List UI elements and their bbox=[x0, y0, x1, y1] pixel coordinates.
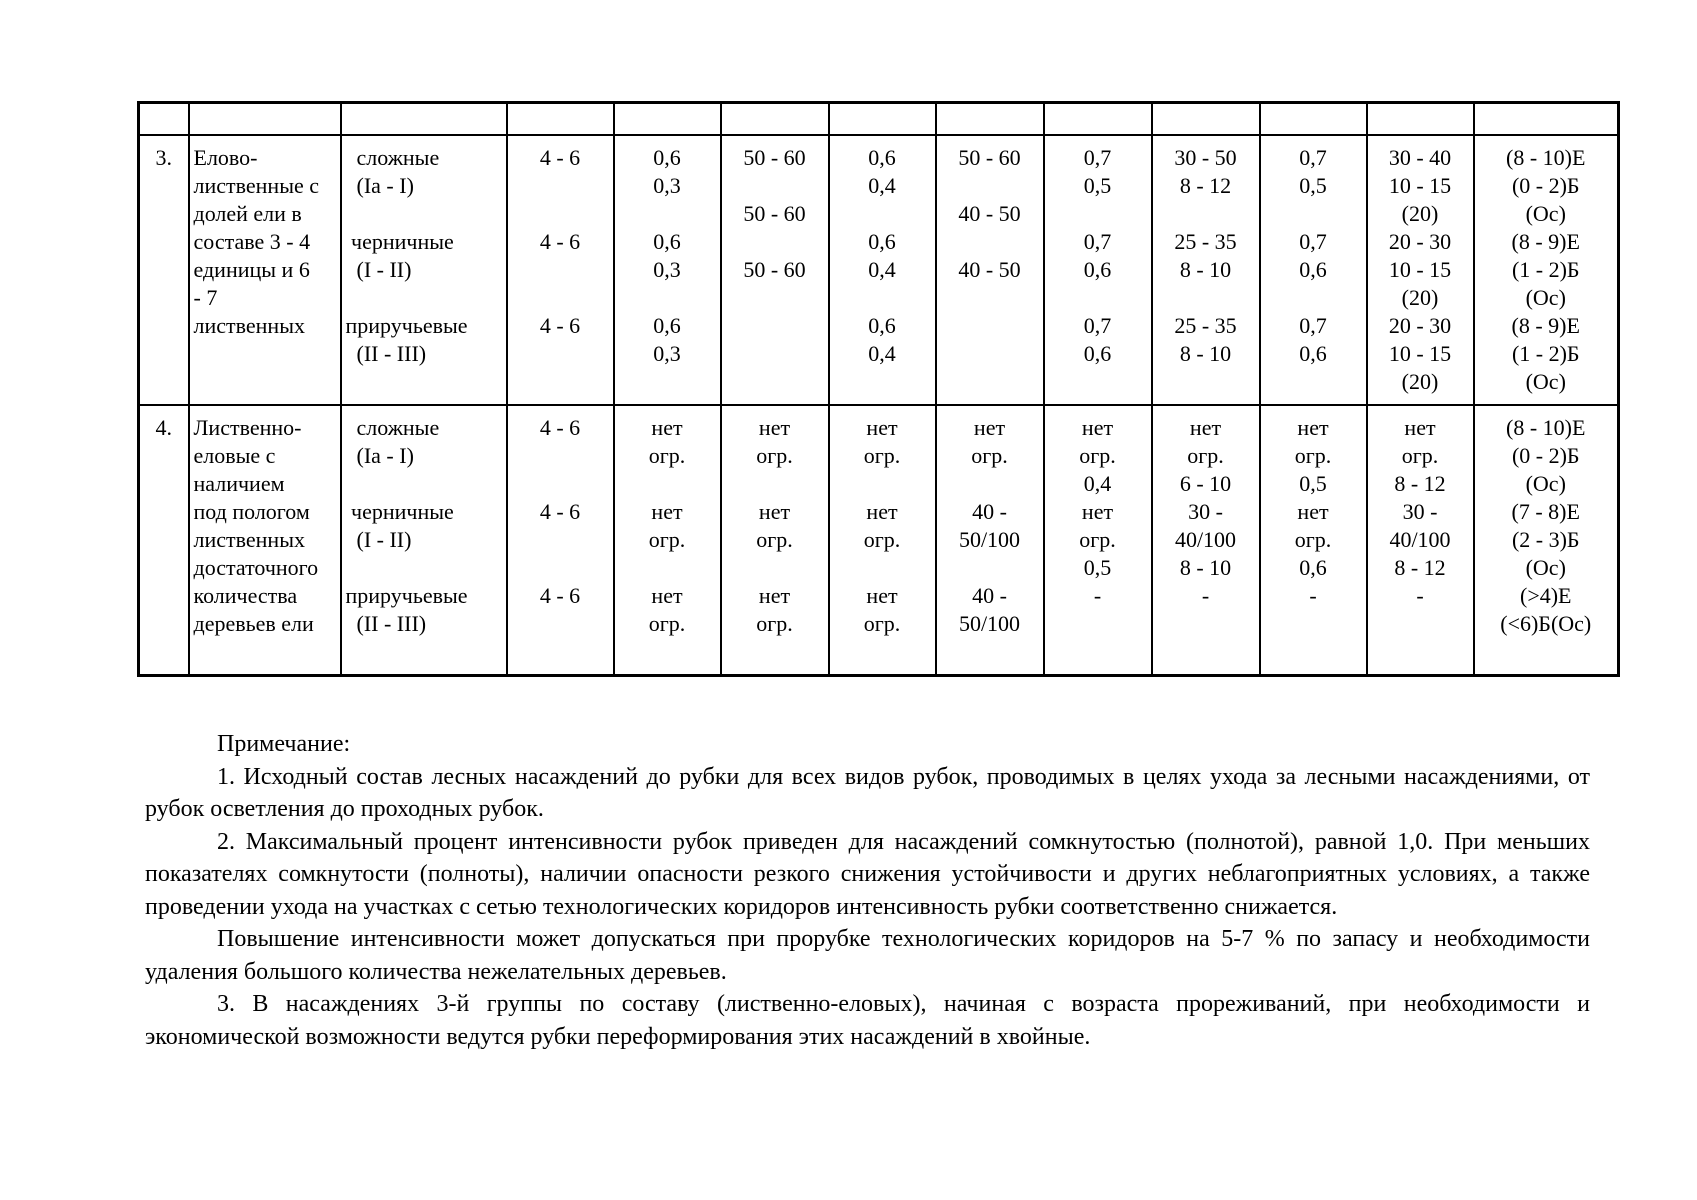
table-cell: 4 - 6 4 - 6 4 - 6 bbox=[507, 135, 614, 405]
table-cell: 0,7 0,5 0,7 0,6 0,7 0,6 bbox=[1044, 135, 1152, 405]
table-cell: 30 - 40 10 - 15 (20) 20 - 30 10 - 15 (20) 20 - 30 10 - 15 (20) bbox=[1367, 135, 1474, 405]
header-cell bbox=[1367, 103, 1474, 136]
table-cell: нет огр. нет огр. нет огр. bbox=[614, 405, 721, 675]
table-cell: (8 - 10)Е (0 - 2)Б (Ос) (7 - 8)Е (2 - 3)Б (Ос) (>4)Е (<6)Б(Ос) bbox=[1474, 405, 1619, 675]
notes-heading: Примечание: bbox=[217, 731, 351, 757]
table-cell: 4 - 6 4 - 6 4 - 6 bbox=[507, 405, 614, 675]
table-cell: 0,7 0,5 0,7 0,6 0,7 0,6 bbox=[1260, 135, 1367, 405]
table-cell: 50 - 60 50 - 60 50 - 60 bbox=[721, 135, 829, 405]
forest-type: сложные (Ia - I) черничные (I - II) приручьевые (II - III) bbox=[341, 405, 507, 675]
stand-description: Лиственно- еловые с наличием под пологом лиственных достаточного количества деревьев ели bbox=[189, 405, 341, 675]
table-cell: нет огр. нет огр. нет огр. bbox=[721, 405, 829, 675]
header-cell bbox=[507, 103, 614, 136]
table-cell: нет огр. 0,4 нет огр. 0,5 - bbox=[1044, 405, 1152, 675]
table-cell: 0,6 0,3 0,6 0,3 0,6 0,3 bbox=[614, 135, 721, 405]
forestry-table bbox=[137, 101, 1620, 677]
table-cell: нет огр. нет огр. нет огр. bbox=[829, 405, 936, 675]
header-cell bbox=[1260, 103, 1367, 136]
table-cell: нет огр. 6 - 10 30 - 40/100 8 - 10 - bbox=[1152, 405, 1260, 675]
table-cell: нет огр. 0,5 нет огр. 0,6 - bbox=[1260, 405, 1367, 675]
table-row bbox=[139, 405, 1619, 675]
header-cell bbox=[1152, 103, 1260, 136]
row-number: 4. bbox=[139, 405, 189, 675]
table-cell: нет огр. 40 - 50/100 40 - 50/100 bbox=[936, 405, 1044, 675]
forest-type: сложные (Ia - I) черничные (I - II) приручьевые (II - III) bbox=[341, 135, 507, 405]
stand-description: Елово- лиственные с долей ели в составе 3 - 4 единицы и 6 - 7 лиственных bbox=[189, 135, 341, 405]
note-paragraph: 2. Максимальный процент интенсивности рубок приведен для насаждений сомкнутостью (полнотой), равной 1,0. При меньших показателях сомкнутости (полноты), наличии опасности резкого снижения устойчивости и других неблагоприятных условиях, а также проведении ухода на участках с сетью технологических коридоров интенсивность рубки соответственно снижается. bbox=[145, 828, 1590, 920]
note-paragraph: 3. В насаждениях 3-й группы по составу (лиственно-еловых), начиная с возраста прореживаний, при необходимости и экономической возможности ведутся рубки переформирования этих насаждений в хвойные. bbox=[145, 991, 1590, 1050]
header-cell bbox=[139, 103, 189, 136]
table-header-row bbox=[139, 103, 1619, 136]
table-cell: нет огр. 8 - 12 30 - 40/100 8 - 12 - bbox=[1367, 405, 1474, 675]
header-cell bbox=[936, 103, 1044, 136]
note-paragraph: 1. Исходный состав лесных насаждений до рубки для всех видов рубок, проводимых в целях ухода за лесными насаждениями, от рубок осветления до проходных рубок. bbox=[145, 763, 1590, 822]
header-cell bbox=[614, 103, 721, 136]
header-cell bbox=[1474, 103, 1619, 136]
table-row bbox=[139, 135, 1619, 405]
row-number: 3. bbox=[139, 135, 189, 405]
header-cell bbox=[829, 103, 936, 136]
header-cell bbox=[1044, 103, 1152, 136]
table-cell: 0,6 0,4 0,6 0,4 0,6 0,4 bbox=[829, 135, 936, 405]
header-cell bbox=[341, 103, 507, 136]
table-cell: (8 - 10)Е (0 - 2)Б (Ос) (8 - 9)Е (1 - 2)Б (Ос) (8 - 9)Е (1 - 2)Б (Ос) bbox=[1474, 135, 1619, 405]
header-cell bbox=[189, 103, 341, 136]
table-cell: 30 - 50 8 - 12 25 - 35 8 - 10 25 - 35 8 - 10 bbox=[1152, 135, 1260, 405]
header-cell bbox=[721, 103, 829, 136]
table-cell: 50 - 60 40 - 50 40 - 50 bbox=[936, 135, 1044, 405]
notes-section bbox=[145, 728, 1590, 1053]
note-paragraph: Повышение интенсивности может допускаться при прорубке технологических коридоров на 5-7 % по запасу и необходимости удаления большого количества нежелательных деревьев. bbox=[145, 926, 1590, 985]
